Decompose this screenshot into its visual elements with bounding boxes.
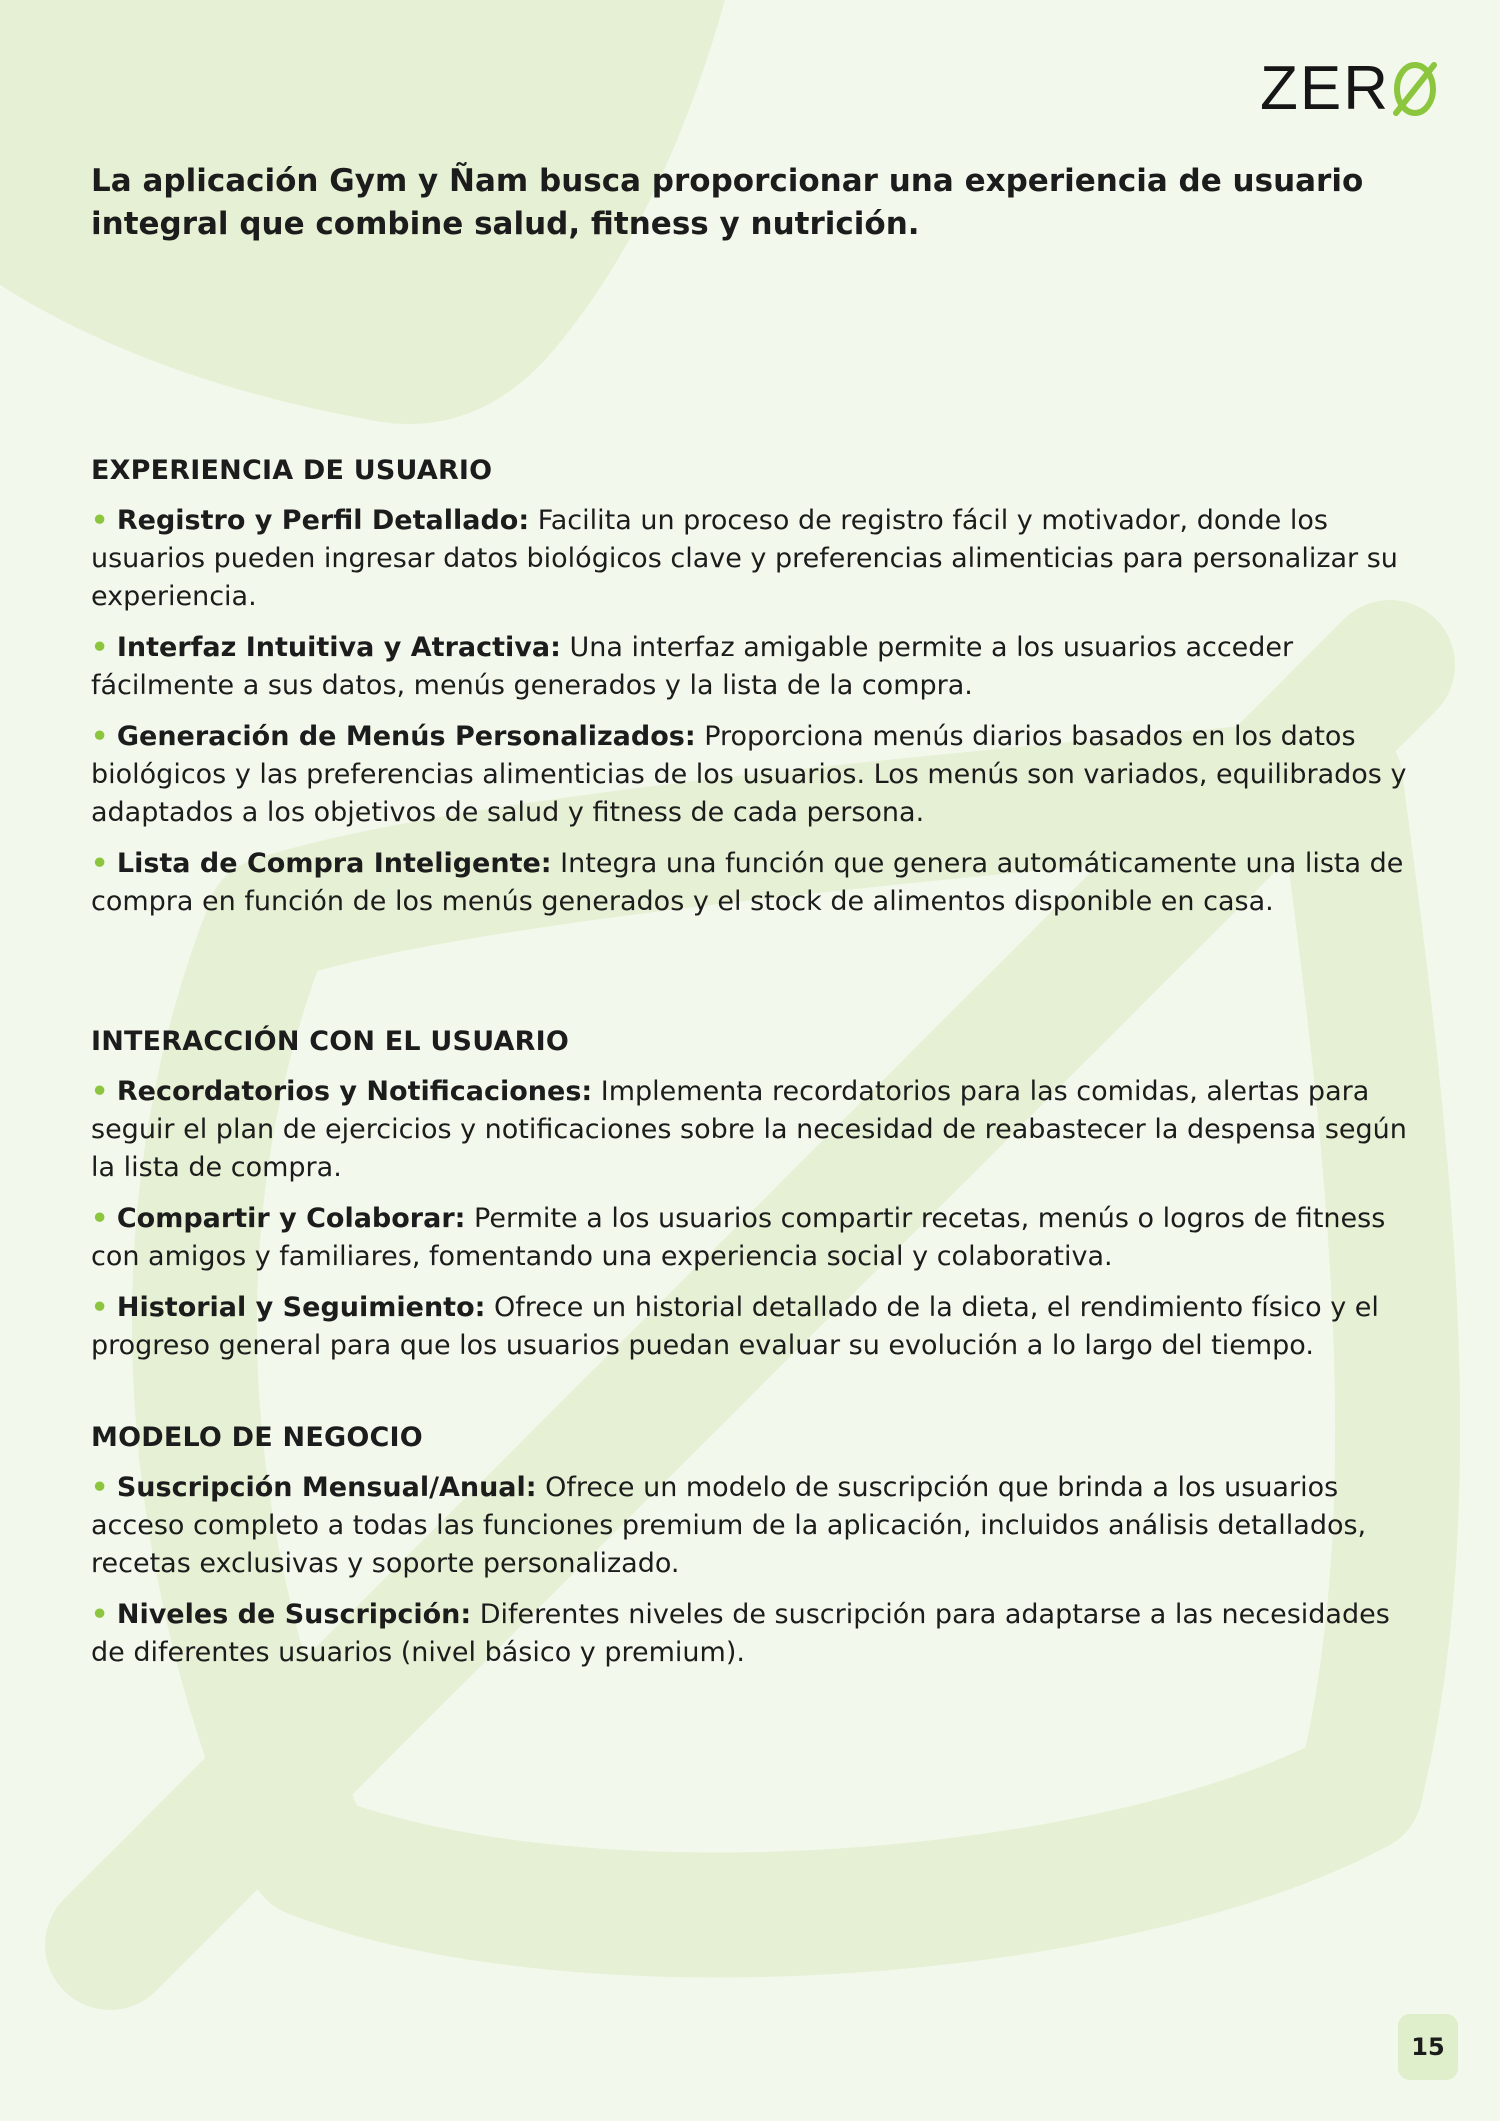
list-item	[91, 1596, 1411, 1672]
list-item	[91, 1073, 1411, 1187]
bullet-icon: •	[91, 1076, 109, 1107]
item-text: Facilita un proceso de registro fácil y motivador, donde los usuarios pueden ingresar datos biológicos clave y preferencias alimenticias para personalizar su experiencia.	[91, 505, 1398, 612]
section-modelo-negocio	[91, 1421, 1411, 1672]
item-text: Diferentes niveles de suscripción para adaptarse a las necesidades de diferentes usuarios (nivel básico y premium).	[91, 1599, 1390, 1668]
item-title: Interfaz Intuitiva y Atractiva:	[116, 632, 561, 663]
section-experiencia	[91, 454, 1411, 921]
list-item	[91, 502, 1411, 616]
page-content	[91, 160, 1411, 1685]
item-title: Recordatorios y Notificaciones:	[116, 1076, 593, 1107]
item-text: Proporciona menús diarios basados en los datos biológicos y las preferencias alimenticias de los usuarios. Los menús son variados, equilibrados y adaptados a los objetivos de salud y fitness de cada persona.	[91, 721, 1407, 828]
item-title: Suscripción Mensual/Anual:	[116, 1472, 537, 1503]
item-text: Permite a los usuarios compartir recetas, menús o logros de fitness con amigos y familiares, fomentando una experiencia social y colaborativa.	[91, 1203, 1386, 1272]
item-text: Implementa recordatorios para las comidas, alertas para seguir el plan de ejercicios y notificaciones sobre la necesidad de reabastecer la despensa según la lista de compra.	[91, 1076, 1407, 1183]
list-item	[91, 718, 1411, 832]
bullet-icon: •	[91, 1203, 109, 1234]
bullet-icon: •	[91, 721, 109, 752]
bullet-icon: •	[91, 632, 109, 663]
item-title: Niveles de Suscripción:	[116, 1599, 472, 1630]
item-text: Ofrece un modelo de suscripción que brinda a los usuarios acceso completo a todas las funciones premium de la aplicación, incluidos análisis detallados, recetas exclusivas y soporte personalizado.	[91, 1472, 1367, 1579]
item-text: Ofrece un historial detallado de la dieta, el rendimiento físico y el progreso general para que los usuarios puedan evaluar su evolución a lo largo del tiempo.	[91, 1292, 1379, 1361]
item-title: Compartir y Colaborar:	[116, 1203, 466, 1234]
list-item	[91, 1289, 1411, 1365]
section-interaccion	[91, 1025, 1411, 1365]
bullet-icon: •	[91, 1599, 109, 1630]
section-title: MODELO DE NEGOCIO	[91, 1422, 423, 1453]
item-title: Generación de Menús Personalizados:	[116, 721, 696, 752]
list-item	[91, 1200, 1411, 1276]
app-name: Gym y Ñam	[329, 163, 529, 199]
list-item	[91, 1469, 1411, 1583]
section-title: INTERACCIÓN CON EL USUARIO	[91, 1026, 569, 1057]
bullet-icon: •	[91, 1472, 109, 1503]
bullet-icon: •	[91, 848, 109, 879]
page-number: 15	[1398, 2014, 1458, 2080]
zero-logo	[1260, 54, 1438, 123]
intro-paragraph: La aplicación Gym y Ñam busca proporcionar una experiencia de usuario integral que combine salud, fitness y nutrición.	[91, 163, 1364, 242]
logo-text: ZER	[1260, 54, 1390, 123]
item-title: Historial y Seguimiento:	[116, 1292, 486, 1323]
leaf-zero-icon	[1392, 61, 1438, 117]
section-title: EXPERIENCIA DE USUARIO	[91, 455, 493, 486]
list-item	[91, 629, 1411, 705]
item-text: Integra una función que genera automáticamente una lista de compra en función de los menús generados y el stock de alimentos disponible en casa.	[91, 848, 1404, 917]
item-text: Una interfaz amigable permite a los usuarios acceder fácilmente a sus datos, menús generados y la lista de la compra.	[91, 632, 1294, 701]
bullet-icon: •	[91, 1292, 109, 1323]
item-title: Lista de Compra Inteligente:	[116, 848, 552, 879]
item-title: Registro y Perfil Detallado:	[116, 505, 530, 536]
list-item	[91, 845, 1411, 921]
bullet-icon: •	[91, 505, 109, 536]
